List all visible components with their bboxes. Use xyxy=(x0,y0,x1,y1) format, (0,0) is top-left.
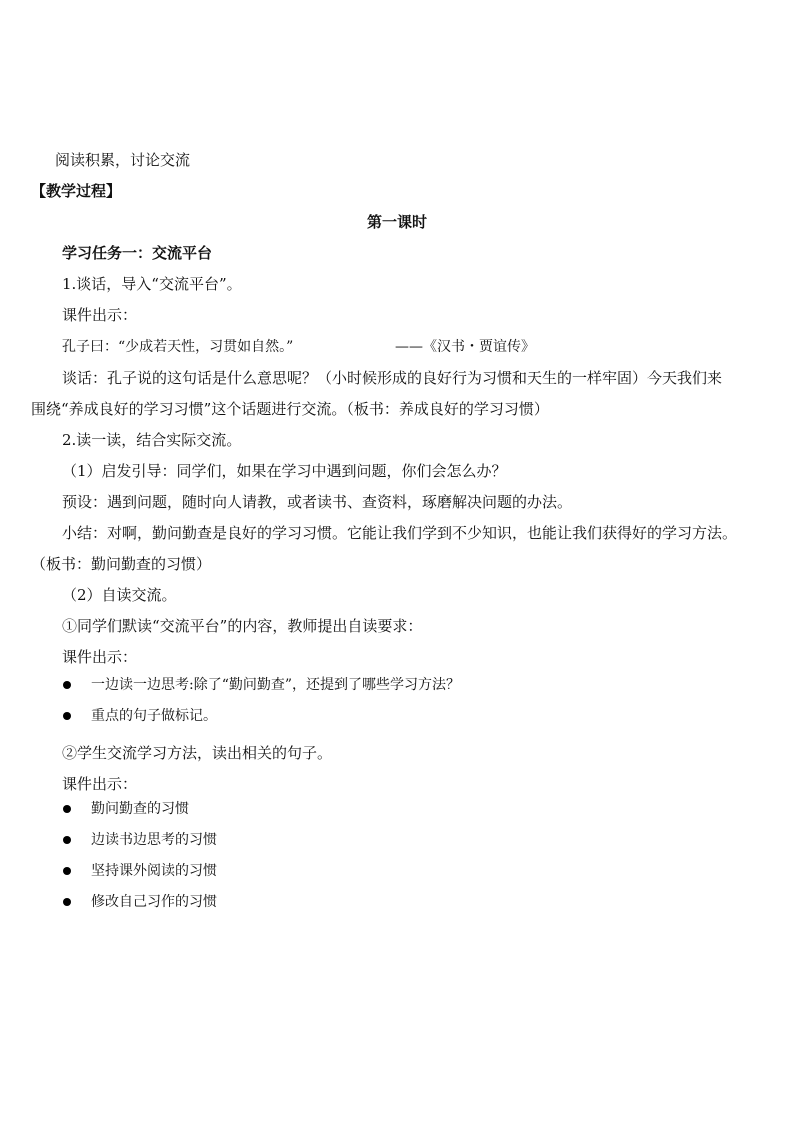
courseware-label-2: 课件出示： xyxy=(62,648,138,666)
sub-step-1: （1）启发引导：同学们，如果在学习中遇到问题，你们会怎么办？ xyxy=(62,462,507,480)
summary-line-2: （板书：勤问勤查的习惯） xyxy=(31,555,212,573)
bullet-icon xyxy=(63,712,71,720)
talk-line-1: 谈话：孔子说的这句话是什么意思呢？（小时候形成的良好行为习惯和天生的一样牢固）今天我们来 xyxy=(62,369,723,387)
bullet-icon xyxy=(63,681,71,689)
talk-line-2: 围绕“养成良好的学习习惯”这个话题进行交流。（板书：养成良好的学习习惯） xyxy=(31,400,549,418)
courseware-label-1: 课件出示： xyxy=(62,306,138,324)
summary-line-1: 小结：对啊，勤问勤查是良好的学习习惯。它能让我们学到不少知识，也能让我们获得好的学习方法。 xyxy=(62,524,738,542)
bullet-icon xyxy=(63,836,71,844)
task-heading: 学习任务一：交流平台 xyxy=(62,244,213,262)
circle-step-2: ②学生交流学习方法，读出相关的句子。 xyxy=(62,744,333,762)
quote-source: ——《汉书・贾谊传》 xyxy=(395,339,535,355)
bullet-icon xyxy=(63,805,71,813)
requirement-item: 重点的句子做标记。 xyxy=(91,708,217,724)
bullet-icon xyxy=(63,867,71,875)
requirement-item: 一边读一边思考:除了“勤问勤查”，还提到了哪些学习方法？ xyxy=(91,677,461,693)
lesson-title: 第一课时 xyxy=(367,213,428,231)
step-2: 2.读一读，结合实际交流。 xyxy=(62,431,242,449)
habit-item: 勤问勤查的习惯 xyxy=(91,801,189,817)
bullet-icon xyxy=(63,898,71,906)
preset-answer: 预设：遇到问题，随时向人请教，或者读书、查资料，琢磨解决问题的办法。 xyxy=(62,493,573,511)
habit-item: 坚持课外阅读的习惯 xyxy=(91,863,217,879)
method-line: 阅读积累，讨论交流 xyxy=(55,151,191,169)
step-1: 1.谈话，导入“交流平台”。 xyxy=(62,275,242,293)
confucius-quote: 孔子曰：“少成若天性，习贯如自然。” xyxy=(62,339,294,355)
courseware-label-3: 课件出示： xyxy=(62,775,138,793)
habit-item: 修改自己习作的习惯 xyxy=(91,894,217,910)
sub-step-2: （2）自读交流。 xyxy=(62,586,177,604)
habit-item: 边读书边思考的习惯 xyxy=(91,832,217,848)
circle-step-1: ①同学们默读“交流平台”的内容，教师提出自读要求： xyxy=(62,617,423,635)
section-heading: 【教学过程】 xyxy=(31,182,122,200)
